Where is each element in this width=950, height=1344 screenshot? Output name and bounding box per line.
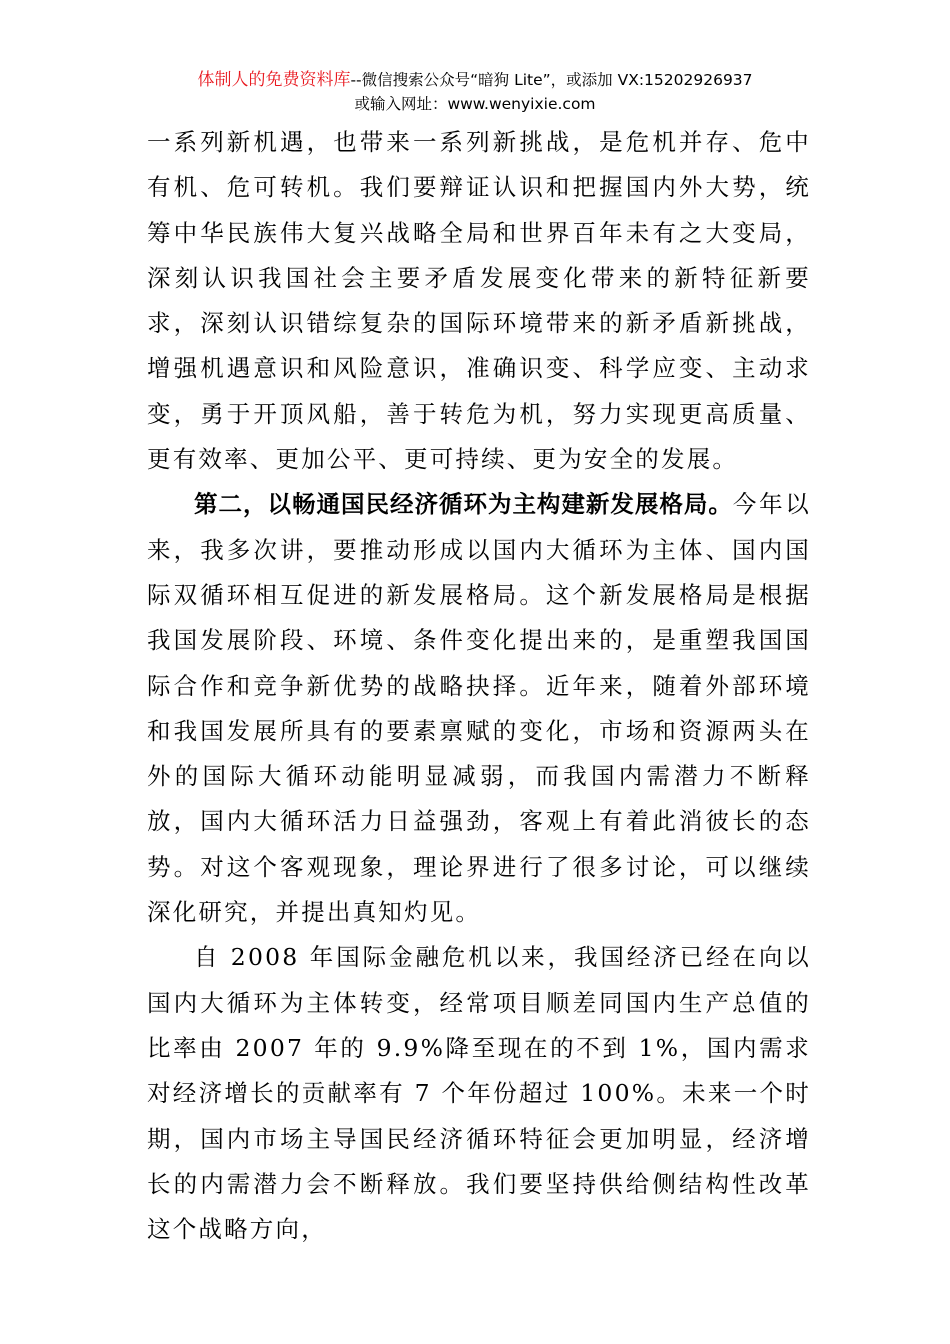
page-header — [0, 68, 950, 116]
paragraph-2 — [147, 482, 811, 935]
header-url-line[interactable]: 或输入网址：www.wenyixie.com — [354, 95, 596, 113]
section-heading: 第二，以畅通国民经济循环为主构建新发展格局。 — [194, 490, 733, 519]
paragraph-1: 一系列新机遇，也带来一系列新挑战，是危机并存、危中有机、危可转机。我们要辩证认识和把握国内外大势，统筹中华民族伟大复兴战略全局和世界百年未有之大变局，深刻认识我国社会主要矛盾发展变化带来的新特征新要求，深刻认识错综复杂的国际环境带来的新矛盾新挑战，增强机遇意识和风险意识，准确识变、科学应变、主动求变，勇于开顶风船，善于转危为机，努力实现更高质量、更有效率、更加公平、更可持续、更为安全的发展。 — [147, 128, 811, 474]
paragraph-3: 自 2008 年国际金融危机以来，我国经济已经在向以国内大循环为主体转变，经常项目顺差同国内生产总值的比率由 2007 年的 9.9%降至现在的不到 1%，国内需求对经济增长的贡献率有 7 个年份超过 100%。未来一个时期，国内市场主导国民经济循环特征会更加明显，经济增长的内需潜力会不断释放。我们要坚持供给侧结构性改革这个战略方向， — [147, 943, 811, 1244]
site-name: 体制人的免费资料库 — [197, 70, 351, 90]
header-promo-line — [0, 68, 950, 92]
paragraph-2-body: 今年以来，我多次讲，要推动形成以国内大循环为主体、国内国际双循环相互促进的新发展格局。这个新发展格局是根据我国发展阶段、环境、条件变化提出来的，是重塑我国国际合作和竞争新优势的战略抉择。近年来，随着外部环境和我国发展所具有的要素禀赋的变化，市场和资源两头在外的国际大循环动能明显减弱，而我国内需潜力不断释放，国内大循环活力日益强劲，客观上有着此消彼长的态势。对这个客观现象，理论界进行了很多讨论，可以继续深化研究，并提出真知灼见。 — [147, 490, 811, 927]
promo-text: --微信搜索公众号“暗狗 Lite”，或添加 VX:15202926937 — [350, 71, 753, 89]
document-body — [147, 120, 811, 1252]
